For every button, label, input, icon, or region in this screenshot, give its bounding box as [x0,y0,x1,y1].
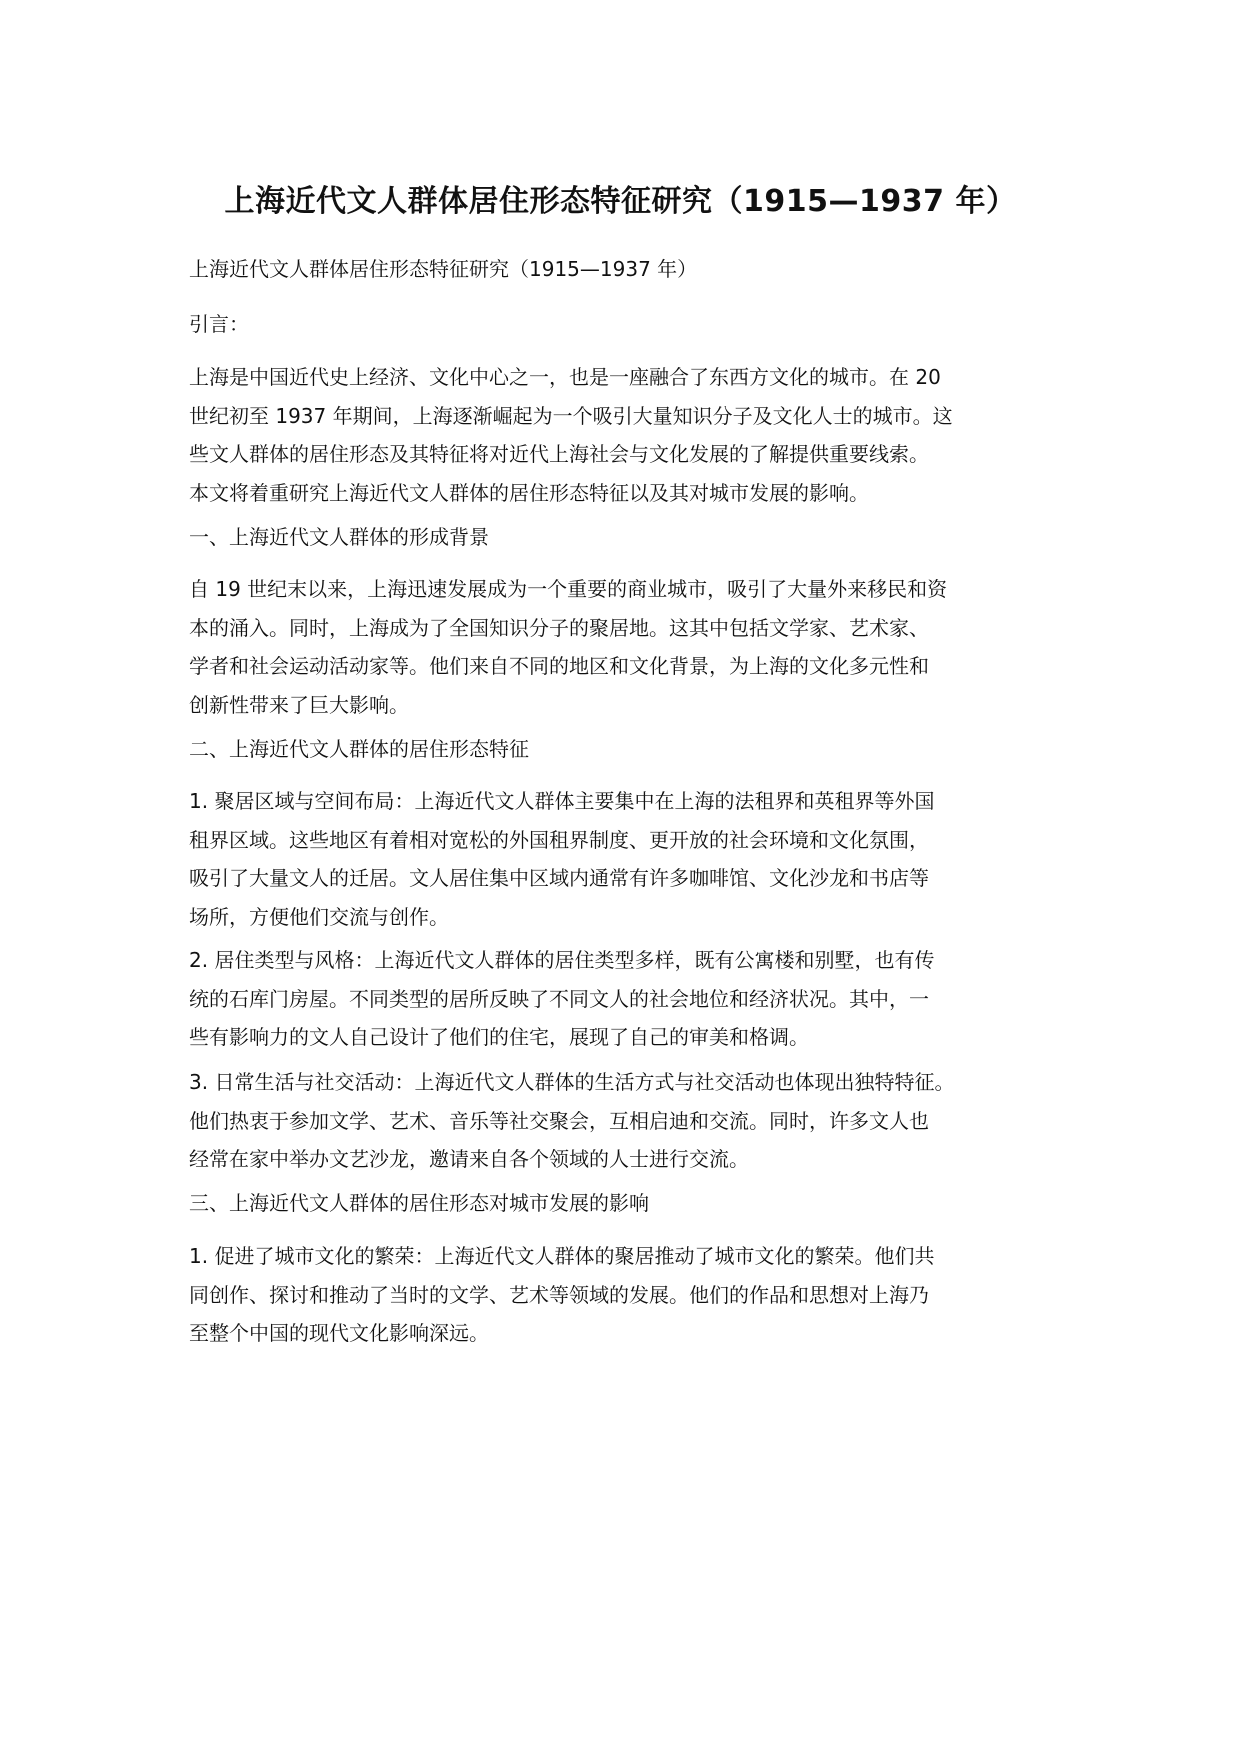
paragraph-line: 统的石库门房屋。不同类型的居所反映了不同文人的社会地位和经济状况。其中，一 [189,986,929,1011]
paragraph-line: 租界区域。这些地区有着相对宽松的外国租界制度、更开放的社会环境和文化氛围， [189,827,929,852]
paragraph-line: 2. 居住类型与风格：上海近代文人群体的居住类型多样，既有公寓楼和别墅，也有传 [189,948,935,972]
paragraph-line: 经常在家中举办文艺沙龙，邀请来自各个领域的人士进行交流。 [189,1147,749,1171]
section1-heading [189,518,1069,557]
section2-item1 [189,782,1069,936]
section-heading-line: 二、上海近代文人群体的居住形态特征 [189,737,529,761]
paragraph-line: 3. 日常生活与社交活动：上海近代文人群体的生活方式与社交活动也体现出独特特征。 [189,1070,955,1094]
section2-item2 [189,941,1069,1057]
paragraph-line: 1. 聚居区域与空间布局：上海近代文人群体主要集中在上海的法租界和英租界等外国 [189,789,935,813]
paragraph-line: 自 19 世纪末以来，上海迅速发展成为一个重要的商业城市，吸引了大量外来移民和资 [189,577,948,601]
paragraph-line: 同创作、探讨和推动了当时的文学、艺术等领域的发展。他们的作品和思想对上海乃 [189,1282,929,1307]
section3-item1 [189,1237,1069,1353]
document-subtitle [189,250,1069,289]
intro-heading [189,305,1069,344]
paragraph-line: 创新性带来了巨大影响。 [189,692,409,717]
section2-heading [189,730,1069,769]
section3-heading [189,1184,1069,1223]
intro-heading-line: 引言： [189,312,249,336]
paragraph-line: 本的涌入。同时，上海成为了全国知识分子的聚居地。这其中包括文学家、艺术家、 [189,615,929,640]
document-title: 上海近代文人群体居住形态特征研究（1915—1937 年） [224,184,1017,219]
subtitle-line: 上海近代文人群体居住形态特征研究（1915—1937 年） [189,257,698,281]
paragraph-line: 上海是中国近代史上经济、文化中心之一，也是一座融合了东西方文化的城市。在 20 [189,365,941,389]
paragraph-line: 1. 促进了城市文化的繁荣：上海近代文人群体的聚居推动了城市文化的繁荣。他们共 [189,1244,935,1268]
intro-paragraph [189,358,1069,512]
paragraph-line: 吸引了大量文人的迁居。文人居住集中区域内通常有许多咖啡馆、文化沙龙和书店等 [189,866,929,890]
paragraph-line: 他们热衷于参加文学、艺术、音乐等社交聚会，互相启迪和交流。同时，许多文人也 [189,1108,929,1133]
paragraph-line: 些文人群体的居住形态及其特征将对近代上海社会与文化发展的了解提供重要线索。 [189,442,929,466]
section-heading-line: 三、上海近代文人群体的居住形态对城市发展的影响 [189,1191,649,1215]
paragraph-line: 本文将着重研究上海近代文人群体的居住形态特征以及其对城市发展的影响。 [189,480,869,505]
paragraph-line: 至整个中国的现代文化影响深远。 [189,1321,489,1345]
paragraph-line: 些有影响力的文人自己设计了他们的住宅，展现了自己的审美和格调。 [189,1025,809,1049]
paragraph-line: 场所，方便他们交流与创作。 [189,904,449,929]
paragraph-line: 世纪初至 1937 年期间，上海逐渐崛起为一个吸引大量知识分子及文化人士的城市。这 [189,403,953,428]
section-heading-line: 一、上海近代文人群体的形成背景 [189,525,489,549]
section1-paragraph [189,570,1069,724]
section2-item3 [189,1063,1069,1179]
paragraph-line: 学者和社会运动活动家等。他们来自不同的地区和文化背景，为上海的文化多元性和 [189,654,929,678]
